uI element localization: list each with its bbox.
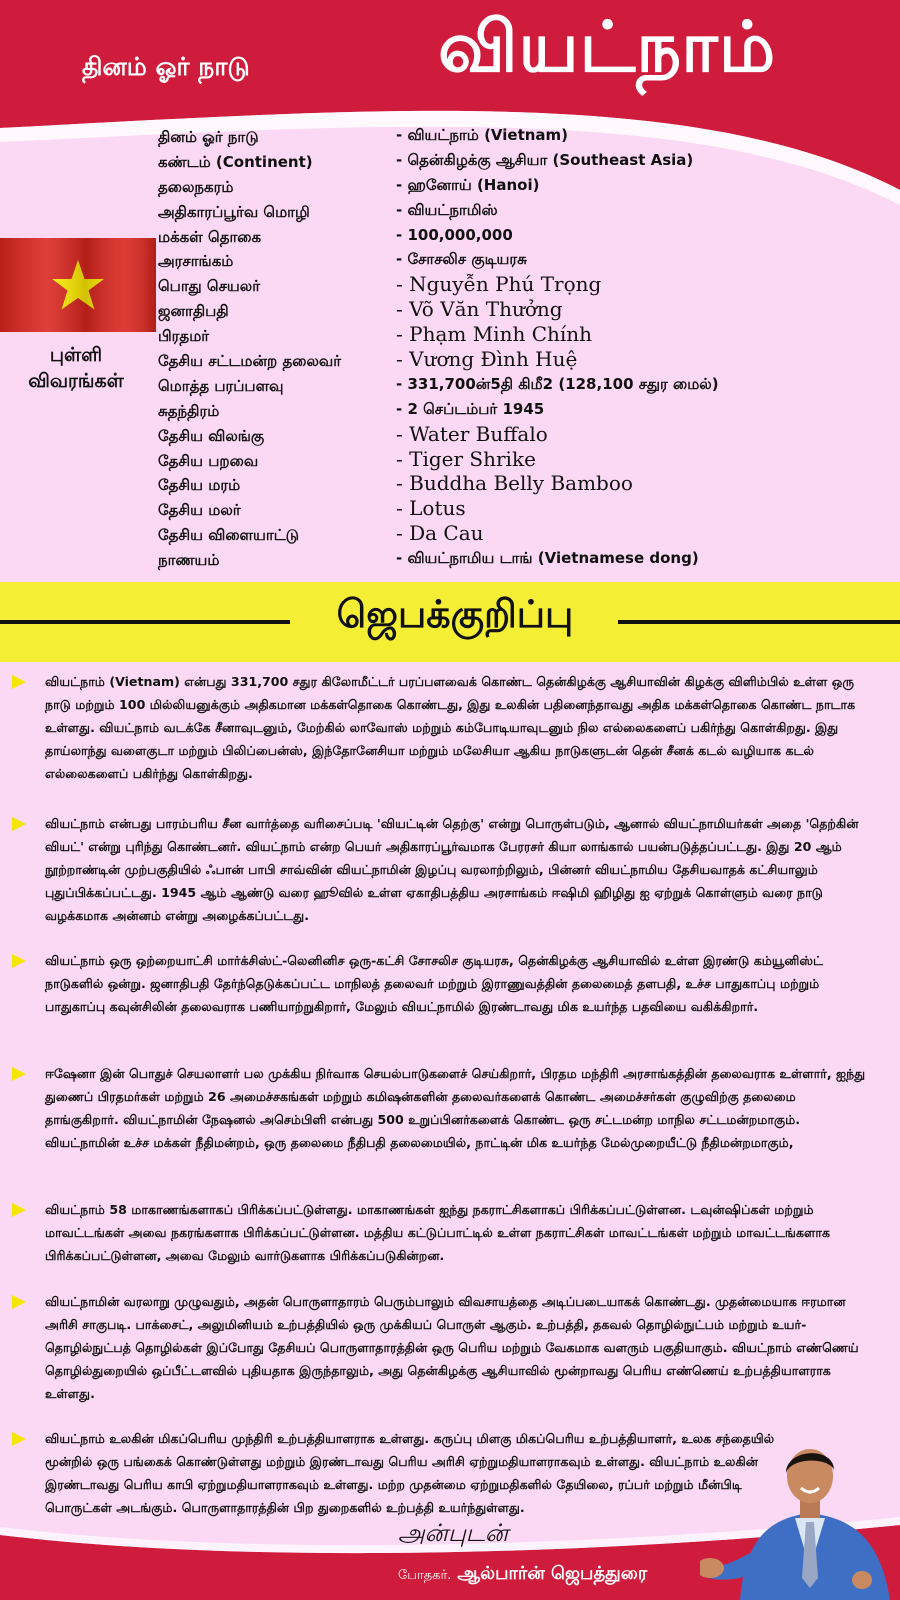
fact-row — [158, 523, 898, 548]
fact-row — [158, 274, 898, 299]
paragraph: வியட்நாமின் வரலாறு முழுவதும், அதன் பொருளாதாரம் பெரும்பாலும் விவசாயத்தை அடிப்படையாகக் கொண்டது. முதன்மையாக ஈரமான அரிசி சாகுபடி. பாக்சைட், அலுமினியம் உற்பத்தியில் ஒரு முக்கியப் பொருள் ஆகும். உற்பத்தி, தகவல் தொழில்நுட்பம் மற்றும் உயர்-தொழில்நுட்பத் தொழில்கள் இப்போது தேசியப் பொருளாதாரத்தின் ஒரு பெரிய மற்றும் வேகமாக வளரும் பகுதியாகும். வியட்நாம் எண்ணெய் தொழில்துறையில் ஒப்பீட்டளவில் புதியதாக இருந்தாலும், அது தென்கிழக்கு ஆசியாவில் மூன்றாவது பெரிய எண்ணெய் உற்பத்தியாளராக உள்ளது. — [45, 1294, 859, 1401]
bullet-arrow-icon — [12, 1203, 26, 1217]
fact-row — [158, 421, 898, 449]
author-prefix: போதகர். — [398, 1568, 452, 1583]
paragraph: வியட்நாம் (Vietnam) என்பது 331,700 சதுர கிலோமீட்டர் பரப்பளவைக் கொண்ட தென்கிழக்கு ஆசியாவின் கிழக்கு விளிம்பில் உள்ள ஒரு நாடு மற்றும் 100 மில்லியனுக்கும் அதிகமான மக்கள்தொகை கொண்டது, இது உலகின் பதினைந்தாவது அதிக மக்கள்தொகை கொண்ட நாடாக உள்ளது. வியட்நாம் வடக்கே சீனாவுடனும், மேற்கில் லாவோஸ் மற்றும் கம்போடியாவுடனும் நில எல்லைகளைப் பகிர்ந்து கொள்கிறது. இது தாய்லாந்து வளைகுடா மற்றும் பிலிப்பைன்ஸ், இந்தோனேசியா மற்றும் மலேசியா ஆகிய நாடுகளுடன் தென் சீனக் கடல் வழியாக கடல் எல்லைகளைப் பகிர்ந்து கொள்கிறது. — [45, 674, 856, 781]
fact-label: தலைநகரம் — [158, 177, 234, 196]
fact-label: அதிகாரப்பூர்வ மொழி — [158, 202, 310, 221]
fact-value: - Water Buffalo — [396, 421, 548, 446]
fact-row — [158, 446, 898, 474]
fact-value: - Vương Đình Huệ — [396, 347, 578, 372]
paragraph: வியட்நாம் 58 மாகாணங்களாகப் பிரிக்கப்பட்டுள்ளது. மாகாணங்கள் ஐந்து நகராட்சிகளாகப் பிரிக்கப்பட்டுள்ளன. டவுன்ஷிப்கள் மற்றும் மாவட்டங்கள் அவை நகரங்களாக பிரிக்கப்பட்டுள்ளன. மத்திய கட்டுப்பாட்டில் உள்ள நகராட்சிகள் மாவட்டங்கள் மற்றும் மாவட்டங்களாக பிரிக்கப்பட்டுள்ளன, அவை மேலும் வார்டுகளாக பிரிக்கப்படுகின்றன. — [45, 1202, 831, 1263]
paragraph: வியட்நாம் என்பது பாரம்பரிய சீன வார்த்தை வரிசைப்படி 'வியட்டின் தெற்கு' என்று பொருள்படும், ஆனால் வியட்நாமியர்கள் அதை 'தெற்கின் வியட்' என்று புரிந்து கொண்டனர். வியட்நாம் என்ற பெயர் அதிகாரப்பூர்வமாக பேரரசர் கியா லாங்கால் பயன்படுத்தப்பட்டது. இது 20 ஆம் நூற்றாண்டின் முற்பகுதியில் ஃபான் பாபி சாவ்வின் வியட்நாமின் இழப்பு வரலாற்றிலும், பின்னர் வியட்நாமிய தேசியவாதக் கட்சியாலும் புதுப்பிக்கப்பட்டது. 1945 ஆம் ஆண்டு வரை ஹூவில் உள்ள ஏகாதிபத்திய அரசாங்கம் ஈஷிமி ஹிழிது ஐ ஏற்றுக் கொள்ளும் வரை நாடு வழக்கமாக அன்னம் என்று அழைக்கப்பட்டது. — [45, 816, 859, 923]
fact-row — [158, 125, 898, 150]
fact-value: - Lotus — [396, 496, 466, 521]
vietnam-flag-icon — [0, 238, 156, 332]
fact-value: - வியட்நாமிஸ் — [396, 200, 498, 219]
bullet-arrow-icon — [12, 954, 26, 968]
facts-list — [158, 125, 898, 573]
paragraph: வியட்நாம் ஒரு ஒற்றையாட்சி மார்க்சிஸ்ட்-லெனினிச ஒரு-கட்சி சோசலிச குடியரசு, தென்கிழக்கு ஆசியாவில் உள்ள இரண்டு கம்யூனிஸ்ட் நாடுகளில் ஒன்று. ஜனாதிபதி தேர்ந்தெடுக்கப்பட்ட மாநிலத் தலைவர் மற்றும் இராணுவத்தின் தலைமைத் தளபதி, உச்ச பாதுகாப்பு மற்றும் பாதுகாப்பு கவுன்சிலின் தலைவராக பணியாற்றுகிறார், மேலும் வியட்நாமில் இரண்டாவது மிக உயர்ந்த பதவியை வகிக்கிறார். — [45, 953, 823, 1014]
fact-row — [158, 498, 898, 523]
author-name: ஆல்பார்ன் ஜெபத்துரை — [457, 1563, 648, 1584]
fact-label: மக்கள் தொகை — [158, 227, 262, 246]
fact-row — [158, 399, 898, 424]
page-title: வியட்நாம் — [438, 6, 777, 88]
fact-row — [158, 249, 898, 274]
fact-row — [158, 299, 898, 324]
author-line — [398, 1563, 647, 1586]
fact-label: தினம் ஓர் நாடு — [158, 128, 259, 146]
fact-row — [158, 548, 898, 573]
fact-row — [158, 324, 898, 349]
section-title: ஜெபக்குறிப்பு — [336, 592, 574, 636]
fact-value: - 100,000,000 — [396, 225, 513, 244]
fact-label: தேசிய விலங்கு — [158, 426, 265, 445]
fact-label: தேசிய பறவை — [158, 451, 259, 470]
fact-label: பிரதமர் — [158, 327, 210, 346]
fact-value: - 2 செப்டம்பர் 1945 — [396, 399, 545, 418]
bullet-arrow-icon — [12, 1067, 26, 1081]
fact-label: நாணயம் — [158, 551, 220, 570]
banner-rule-right — [618, 620, 900, 624]
fact-label: சுதந்திரம் — [158, 401, 220, 420]
bullet-arrow-icon — [12, 817, 26, 831]
fact-row — [158, 175, 898, 200]
flag-caption: புள்ளி விவரங்கள் — [28, 344, 124, 392]
fact-row — [158, 200, 898, 225]
bullet-arrow-icon — [12, 1432, 26, 1446]
fact-label: பொது செயலர் — [158, 277, 261, 296]
sign-off: அன்புடன் — [398, 1519, 509, 1547]
author-photo — [700, 1418, 900, 1600]
fact-value: - வியட்நாமிய டாங் (Vietnamese dong) — [396, 549, 699, 568]
fact-label: அரசாங்கம் — [158, 252, 234, 271]
bullet-arrow-icon — [12, 1295, 26, 1309]
fact-value: - Tiger Shrike — [396, 446, 536, 471]
fact-row — [158, 150, 898, 175]
fact-label: தேசிய விளையாட்டு — [158, 526, 300, 545]
section-banner — [0, 582, 900, 662]
fact-value: - Nguyễn Phú Trọng — [396, 272, 602, 297]
fact-value: - சோசலிச குடியரசு — [396, 250, 527, 269]
fact-value: - Buddha Belly Bamboo — [396, 471, 633, 496]
fact-value: - தென்கிழக்கு ஆசியா (Southeast Asia) — [396, 150, 694, 169]
fact-label: மொத்த பரப்பளவு — [158, 376, 284, 395]
fact-row — [158, 349, 898, 374]
fact-label: தேசிய சட்டமன்ற தலைவர் — [158, 352, 342, 371]
fact-value: - 331,700ன்5தி கிமீ2 (128,100 சதுர மைல்) — [396, 374, 719, 393]
banner-rule-left — [0, 620, 290, 624]
fact-label: தேசிய மரம் — [158, 476, 241, 495]
bullet-arrow-icon — [12, 675, 26, 689]
paragraph: வியட்நாம் உலகின் மிகப்பெரிய முந்திரி உற்பத்தியாளராக உள்ளது. கருப்பு மிளகு மிகப்பெரிய உற்பத்தியாளர், உலக சந்தையில் மூன்றில் ஒரு பங்கைக் கொண்டுள்ளது மற்றும் இரண்டாவது பெரிய அரிசி ஏற்றுமதியாளராகவும் உள்ளது. வியட்நாம் உலகின் இரண்டாவது பெரிய காபி ஏற்றுமதியாளராகவும் உள்ளது. மற்ற முதன்மை ஏற்றுமதிகளில் தேயிலை, ரப்பர் மற்றும் மீன்பிடி பொருட்கள் அடங்கும். பொருளாதாரத்தின் பிற துறைகளில் உற்பத்தி உயர்ந்துள்ளது. — [45, 1431, 775, 1515]
fact-value: - Da Cau — [396, 521, 484, 546]
paragraph: ஈஷேனா இன் பொதுச் செயலாளர் பல முக்கிய நிர்வாக செயல்பாடுகளைச் செய்கிறார், பிரதம மந்திரி அரசாங்கத்தின் தலைவராக உள்ளார், ஐந்து துணைப் பிரதமர்கள் மற்றும் 26 அமைச்சகங்கள் மற்றும் கமிஷன்களின் தலைவர்களைக் கொண்ட அமைச்சர்கள் குழுவிற்கு தலைமை தாங்குகிறார். வியட்நாமின் நேஷனல் அசெம்பிளி என்பது 500 உறுப்பினர்களைக் கொண்ட ஒரு சட்டமன்ற மாநில சட்டமன்றமாகும். வியட்நாமின் உச்ச மக்கள் நீதிமன்றம், ஒரு தலைமை நீதிபதி தலைமையில், நாட்டின் மிக உயர்ந்த மேல்முறையீட்டு நீதிமன்றமாகும், — [45, 1066, 866, 1150]
fact-label: கண்டம் (Continent) — [158, 152, 313, 171]
fact-label: ஜனாதிபதி — [158, 302, 229, 321]
fact-value: - Võ Văn Thưởng — [396, 297, 563, 322]
header-subtitle: தினம் ஓர் நாடு — [82, 52, 250, 81]
fact-value: - ஹனோய் (Hanoi) — [396, 175, 540, 194]
fact-row — [158, 225, 898, 250]
fact-row — [158, 374, 898, 399]
fact-row — [158, 473, 898, 498]
fact-label: தேசிய மலர் — [158, 501, 241, 520]
fact-value: - Phạm Minh Chính — [396, 322, 593, 347]
fact-value: - வியட்நாம் (Vietnam) — [396, 126, 569, 144]
